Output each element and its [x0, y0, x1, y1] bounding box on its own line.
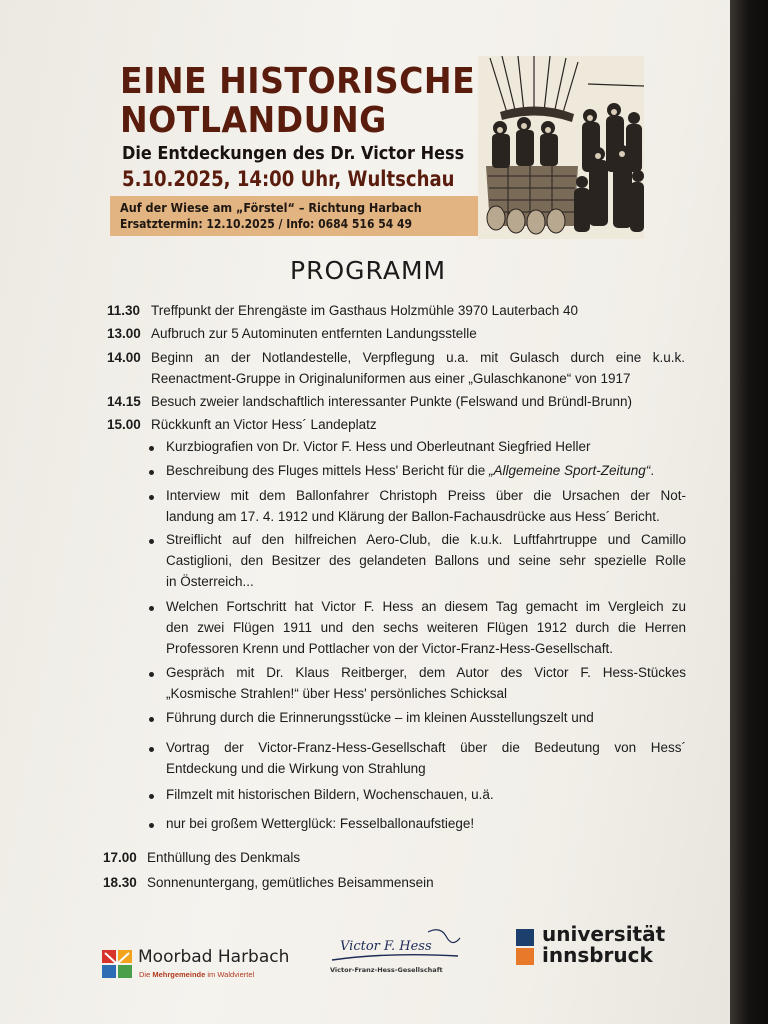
tagline-prefix: Die: [139, 970, 153, 979]
bullet-icon: [149, 823, 154, 828]
moorbad-harbach-logo-icon: [102, 950, 132, 978]
bullet-icon: [149, 470, 154, 475]
bullet-line: nur bei großem Wetterglück: Fesselballonaufstiege!: [166, 816, 475, 831]
bullet-icon: [149, 747, 154, 752]
bullet-line: Kurzbiografien von Dr. Victor F. Hess und Oberleutnant Siegfried Heller: [166, 439, 591, 454]
program-heading: PROGRAMM: [290, 256, 447, 285]
bullet-icon: [149, 606, 154, 611]
bullet-line: Castiglioni, den Besitzer des gelandeten Ballons und seine sehr spezielle Rolle: [166, 553, 686, 568]
bullet-line: in Österreich...: [166, 574, 254, 589]
schedule-time: 15.00: [107, 417, 141, 432]
bullet-icon: [149, 539, 154, 544]
moorbad-harbach-tagline: [139, 970, 254, 979]
program-bullet: [166, 662, 686, 704]
schedule-time: 14.00: [107, 350, 141, 365]
bullet-icon: [149, 794, 154, 799]
bullet-icon: [149, 672, 154, 677]
program-bullet: [166, 813, 686, 834]
alternate-date-line: Ersatztermin: 12.10.2025 / Info: 0684 516 54 49: [120, 217, 413, 231]
signature-caption: Victor-Franz-Hess-Gesellschaft: [330, 966, 443, 974]
flyer-subtitle: Die Entdeckungen des Dr. Victor Hess: [122, 144, 465, 164]
schedule-description: [151, 347, 685, 389]
program-bullet: [166, 784, 686, 805]
bullet-line: Führung durch die Erinnerungsstücke – im kleinen Ausstellungszelt und: [166, 710, 594, 725]
schedule-description: Besuch zweier landschaftlich interessanter Punkte (Felswand und Bründl-Brunn): [151, 394, 632, 409]
bullet-line: Streiflicht auf den hilfreichen Aero-Club, die k.u.k. Luftfahrtruppe und Camillo: [166, 532, 686, 547]
flyer-title: [120, 62, 475, 140]
bullet-line: den zwei Flügen 1911 und den sechs weiteren Flügen 1912 durch die Herren: [166, 620, 686, 635]
bullet-icon: [149, 717, 154, 722]
schedule-time: 11.30: [107, 303, 141, 318]
bullet-line: Welchen Fortschritt hat Victor F. Hess an diesem Tag gemacht im Vergleich zu: [166, 599, 686, 614]
program-bullet: [166, 485, 686, 527]
newspaper-title: „Allgemeine Sport-Zeitung“: [488, 463, 651, 478]
title-line-1: EINE HISTORISCHE: [120, 61, 476, 102]
bullet-line: Interview mit dem Ballonfahrer Christoph Preiss über die Ursachen der Not-: [166, 488, 686, 503]
schedule-time: 13.00: [107, 326, 141, 341]
program-bullet: [166, 460, 686, 481]
schedule-description: Sonnenuntergang, gemütliches Beisammensein: [147, 875, 434, 890]
logo-square-orange: [516, 948, 534, 965]
schedule-description: Rückkunft an Victor Hess´ Landeplatz: [151, 417, 377, 432]
bullet-line-prefix: Beschreibung des Fluges mittels Hess' Bericht für die: [166, 463, 489, 478]
bullet-line: Filmzelt mit historischen Bildern, Wochenschauen, u.ä.: [166, 787, 494, 802]
title-line-2: NOTLANDUNG: [120, 100, 387, 141]
program-bullet: [166, 737, 686, 779]
bullet-line-suffix: .: [650, 463, 655, 478]
victor-hess-signature: [328, 922, 468, 970]
bullet-icon: [149, 446, 154, 451]
bullet-line: „Kosmische Strahlen!“ über Hess' persönliches Schicksal: [166, 686, 507, 701]
schedule-description-line: Reenactment-Gruppe in Originaluniformen aus einer „Gulaschkanone“ von 1917: [151, 371, 631, 386]
schedule-description: Aufbruch zur 5 Autominuten entfernten Landungsstelle: [151, 326, 477, 341]
schedule-time: 17.00: [103, 850, 137, 865]
bullet-line: landung am 17. 4. 1912 und Klärung der Ballon-Fachausdrücke aus Hess´ Bericht.: [166, 509, 660, 524]
background-edge: [730, 0, 768, 1024]
university-name-line-1: universität: [542, 922, 666, 946]
balloon-basket-crowd-illustration: [478, 56, 644, 239]
program-bullet: [166, 707, 686, 728]
logo-square-blue: [516, 929, 534, 946]
university-logo-icon: [516, 929, 536, 965]
bullet-line: Professoren Krenn und Pottlacher von der Victor-Franz-Hess-Gesellschaft.: [166, 641, 613, 656]
bullet-icon: [149, 495, 154, 500]
tagline-bold: Mehrgemeinde: [152, 970, 206, 979]
location-line: Auf der Wiese am „Förstel“ – Richtung Harbach: [120, 200, 422, 215]
university-name-line-2: innsbruck: [542, 943, 653, 967]
schedule-description: Enthüllung des Denkmals: [147, 850, 301, 865]
program-bullet: [166, 436, 686, 457]
university-name: [542, 924, 665, 966]
schedule-time: 18.30: [103, 875, 137, 890]
moorbad-harbach-name: Moorbad Harbach: [138, 947, 290, 967]
bullet-line: Gespräch mit Dr. Klaus Reitberger, dem Autor des Victor F. Hess-Stückes: [166, 665, 686, 680]
bullet-line: Vortrag der Victor-Franz-Hess-Gesellschaft über die Bedeutung von Hess´: [166, 740, 686, 755]
signature-text: Victor F. Hess: [340, 939, 432, 954]
tagline-suffix: im Waldviertel: [205, 970, 255, 979]
schedule-time: 14.15: [107, 394, 141, 409]
schedule-description-line: Beginn an der Notlandestelle, Verpflegung u.a. mit Gulasch durch eine k.u.k.: [151, 350, 685, 365]
bullet-line: Entdeckung und die Wirkung von Strahlung: [166, 761, 426, 776]
schedule-description: Treffpunkt der Ehrengäste im Gasthaus Holzmühle 3970 Lauterbach 40: [151, 303, 579, 318]
event-date-location: 5.10.2025, 14:00 Uhr, Wultschau: [122, 167, 455, 191]
program-bullet: [166, 596, 686, 659]
bullet-line: [166, 460, 686, 481]
program-bullet: [166, 529, 686, 592]
